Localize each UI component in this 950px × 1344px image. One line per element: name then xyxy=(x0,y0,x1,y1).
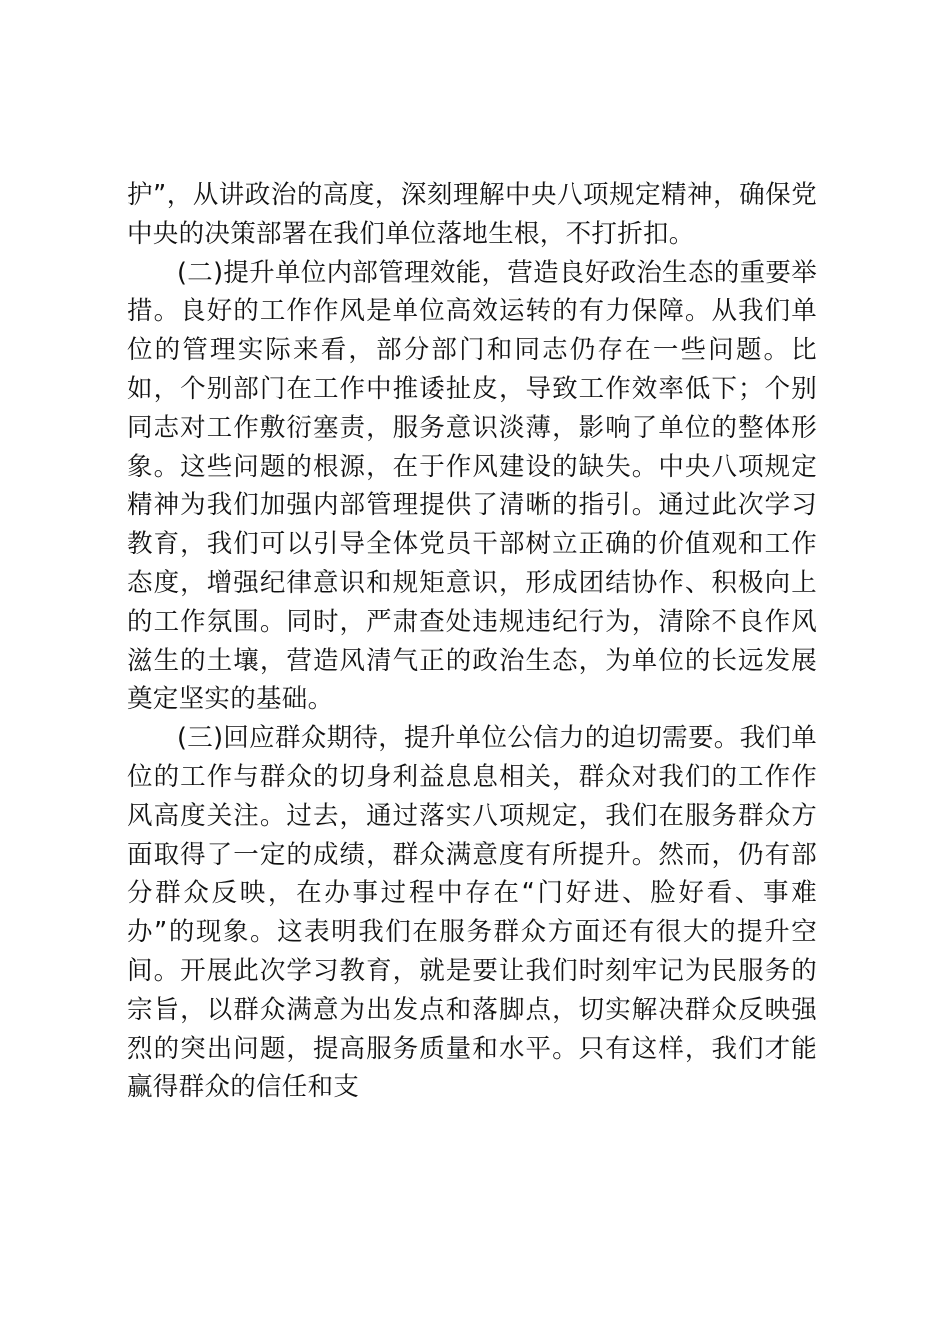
paragraph-continuation: 护”，从讲政治的高度，深刻理解中央八项规定精神，确保党中央的决策部署在我们单位落地生根，不打折扣。 xyxy=(127,180,817,249)
paragraph-section-two: (二)提升单位内部管理效能，营造良好政治生态的重要举措。良好的工作作风是单位高效运转的有力保障。从我们单位的管理实际来看，部分部门和同志仍存在一些问题。比如，个别部门在工作中推诿扯皮，导致工作效率低下；个别同志对工作敷衍塞责，服务意识淡薄，影响了单位的整体形象。这些问题的根源，在于作风建设的缺失。中央八项规定精神为我们加强内部管理提供了清晰的指引。通过此次学习教育，我们可以引导全体党员干部树立正确的价值观和工作态度，增强纪律意识和规矩意识，形成团结协作、积极向上的工作氛围。同时，严肃查处违规违纪行为，清除不良作风滋生的土壤，营造风清气正的政治生态，为单位的长远发展奠定坚实的基础。 xyxy=(127,257,817,715)
paragraph-section-three: (三)回应群众期待，提升单位公信力的迫切需要。我们单位的工作与群众的切身利益息息相关，群众对我们的工作作风高度关注。过去，通过落实八项规定，我们在服务群众方面取得了一定的成绩，群众满意度有所提升。然而，仍有部分群众反映，在办事过程中存在“门好进、脸好看、事难办”的现象。这表明我们在服务群众方面还有很大的提升空间。开展此次学习教育，就是要让我们时刻牢记为民服务的宗旨，以群众满意为出发点和落脚点，切实解决群众反映强烈的突出问题，提高服务质量和水平。只有这样，我们才能赢得群众的信任和支 xyxy=(127,723,817,1103)
document-body xyxy=(127,176,817,1107)
